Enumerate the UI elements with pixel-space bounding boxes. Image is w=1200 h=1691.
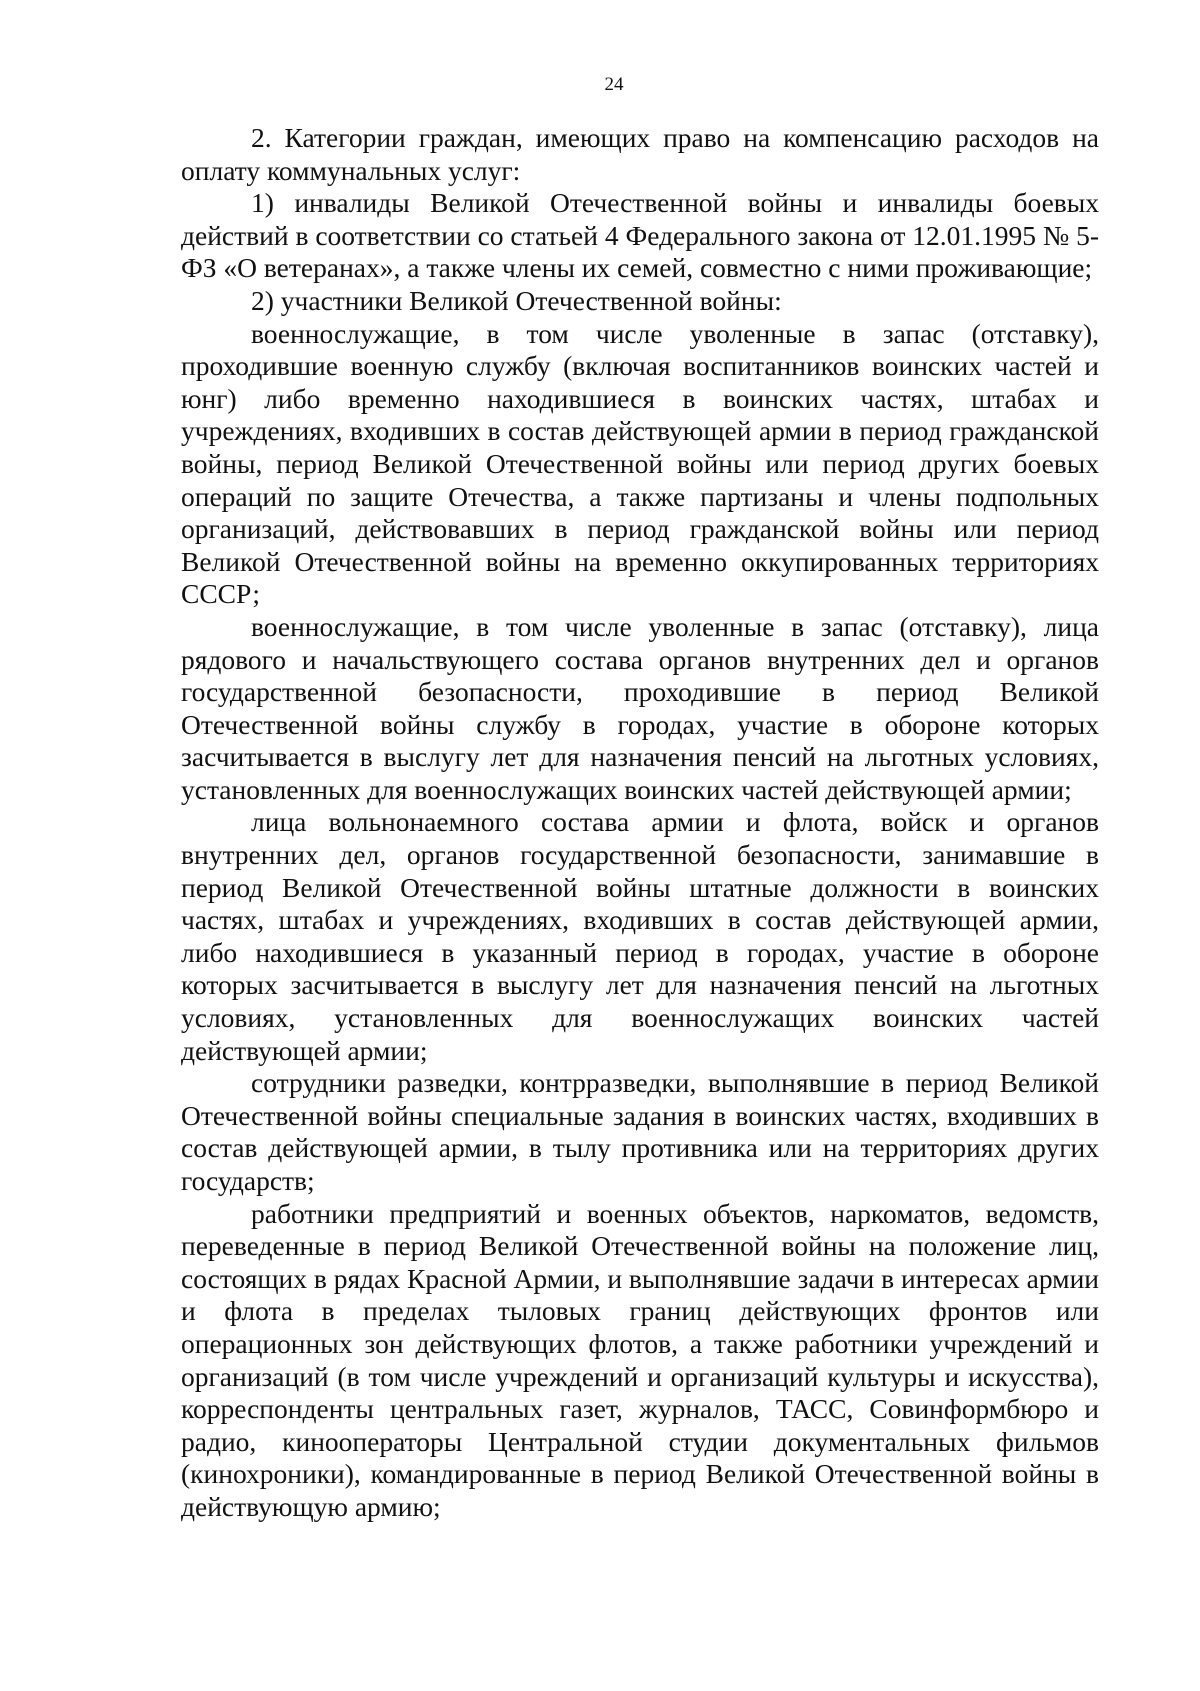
- body-text: [181, 122, 1099, 1524]
- paragraph-civilian-staff: лица вольнонаемного состава армии и флота, войск и органов внутренних дел, органов государственной безопасности, занимавшие в период Великой Отечественной войны штатные должности в воинских частях, штабах и учреждениях, входивших в состав действующей армии, либо находившиеся в указанный период в городах, участие в обороне которых засчитывается в выслугу лет для назначения пенсий на льготных условиях, установленных для военнослужащих воинских частей действующей армии;: [181, 806, 1099, 1066]
- paragraph-categories-heading: 2. Категории граждан, имеющих право на компенсацию расходов на оплату коммунальных услуг:: [181, 122, 1099, 186]
- paragraph-internal-affairs-personnel: военнослужащие, в том числе уволенные в запас (отставку), лица рядового и начальствующего состава органов внутренних дел и органов государственной безопасности, проходившие в период Великой Отечественной войны службу в городах, участие в обороне которых засчитывается в выслугу лет для назначения пенсий на льготных условиях, установленных для военнослужащих воинских частей действующей армии;: [181, 610, 1099, 805]
- paragraph-military-servicemen: военнослужащие, в том числе уволенные в запас (отставку), проходившие военную службу (включая воспитанников воинских частей и юнг) либо временно находившиеся в воинских частях, штабах и учреждениях, входивших в состав действующей армии в период гражданской войны, период Великой Отечественной войны или период других боевых операций по защите Отечества, а также партизаны и члены подпольных организаций, действовавших в период гражданской войны или период Великой Отечественной войны на временно оккупированных территориях СССР;: [181, 317, 1099, 610]
- paragraph-intelligence-officers: сотрудники разведки, контрразведки, выполнявшие в период Великой Отечественной войны специальные задания в воинских частях, входивших в состав действующей армии, в тылу противника или на территориях других государств;: [181, 1067, 1099, 1196]
- paragraph-item-2-participants: 2) участники Великой Отечественной войны:: [251, 284, 782, 316]
- paragraph-enterprise-workers: работники предприятий и военных объектов, наркоматов, ведомств, переведенные в период Великой Отечественной войны на положение лиц, состоящих в рядах Красной Армии, и выполнявшие задачи в интересах армии и флота в пределах тыловых границ действующих фронтов или операционных зон действующих флотов, а также работники учреждений и организаций (в том числе учреждений и организаций культуры и искусства), корреспонденты центральных газет, журналов, ТАСС, Совинформбюро и радио, кинооператоры Центральной студии документальных фильмов (кинохроники), командированные в период Великой Отечественной войны в действующую армию;: [181, 1197, 1100, 1522]
- page-number: 24: [604, 74, 624, 95]
- paragraph-item-1-invalids: 1) инвалиды Великой Отечественной войны и инвалиды боевых действий в соответствии со статьей 4 Федерального закона от 12.01.1995 № 5-ФЗ «О ветеранах», а также члены их семей, совместно с ними проживающие;: [181, 187, 1099, 284]
